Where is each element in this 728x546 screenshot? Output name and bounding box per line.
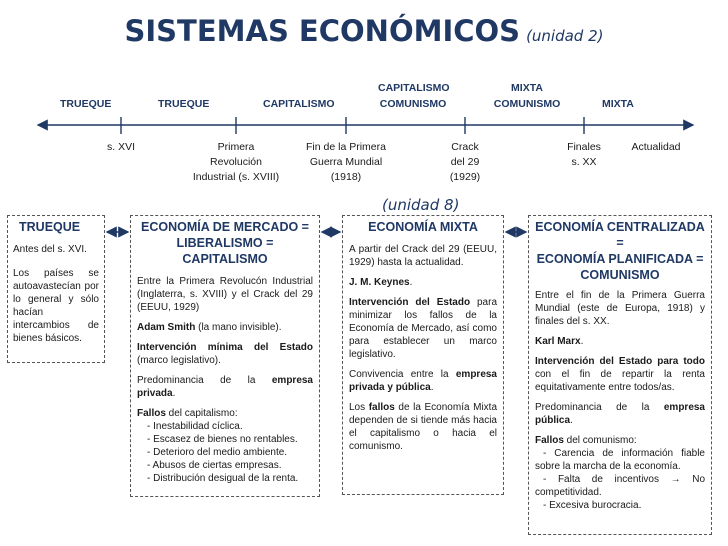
mercado-adam-smith: Adam Smith (la mano invisible). [137,322,282,333]
era-trueque-2: TRUEQUE [158,98,210,110]
box-centralizada-title: ECONOMÍA CENTRALIZADA = ECONOMÍA PLANIFICADA = COMUNISMO [535,220,705,282]
centralizada-fallo-item: - Excesiva burocracia. [543,500,642,511]
tick-label-actualidad: Actualidad [631,141,681,153]
connector-arrows [0,222,728,242]
mixta-fallos: Los fallos de la Economía Mixta dependen de si tiende más hacia el capitalismo o hacia el comunismo. [349,402,498,452]
tick-label-revolucion: Primera Revolución Industrial (s. XVIII) [192,141,280,183]
era-mixta-2: MIXTA [602,98,634,110]
centralizada-period: Entre el fin de la Primera Guerra Mundial (este de Europa, 1918) y finales del s. XX. [535,290,705,327]
centralizada-marx: Karl Marx. [535,336,584,347]
era-capitalismo-2: CAPITALISMO [378,82,450,94]
box-trueque-title: TRUEQUE [19,220,81,234]
tick-label-primera-guerra: Fin de la Primera Guerra Mundial (1918) [306,141,386,183]
mercado-intervencion: Intervención mínima del Estado (marco legislativo). [137,342,313,366]
era-trueque-1: TRUEQUE [60,98,112,110]
tick-label-crack-29: Crack del 29 (1929) [449,141,481,183]
page-title [0,14,728,48]
mercado-fallo-item: - Abusos de ciertas empresas. [147,460,282,471]
centralizada-fallos-heading: Fallos del comunismo: [535,435,637,446]
box-economia-mercado [130,215,320,497]
era-comunismo-2: COMUNISMO [493,98,561,110]
timeline-axis [0,112,728,142]
era-mixta-1: MIXTA [511,82,543,94]
centralizada-fallo-item: - Carencia de información fiable sobre la marcha de la economía. [535,448,705,472]
unit8-label: (unidad 8) [382,196,460,214]
mixta-keynes: J. M. Keynes. [349,277,413,288]
mercado-fallos-heading: Fallos del capitalismo: [137,408,238,419]
mercado-fallo-item: - Deterioro del medio ambiente. [147,447,288,458]
box-economia-mixta [342,215,504,495]
trueque-period: Antes del s. XVI. [13,244,87,255]
mercado-predominancia: Predominancia de la empresa privada. [137,375,313,399]
box-economia-centralizada [528,215,712,535]
mixta-period: A partir del Crack del 29 (EEUU, 1929) hasta la actualidad. [349,244,497,268]
centralizada-intervencion: Intervención del Estado para todo con el fin de repartir la renta equitativamente entre todos/as. [535,356,705,393]
mercado-fallo-item: - Inestabilidad cíclica. [147,421,243,432]
box-mercado-title: ECONOMÍA DE MERCADO = LIBERALISMO = CAPITALISMO [141,220,309,266]
title-unit: (unidad 2) [526,27,604,45]
era-comunismo-1: COMUNISMO [379,98,447,110]
centralizada-fallo-item: - Falta de incentivos → No competitividad. [535,474,705,498]
box-mixta-title: ECONOMÍA MIXTA [368,220,478,234]
mercado-period: Entre la Primera Revolucón Industrial (Inglaterra, s. XVIII) y el Crack del 29 (EEUU, 1929) [137,276,313,313]
mercado-fallo-item: - Escasez de bienes no rentables. [147,434,298,445]
era-capitalismo-1: CAPITALISMO [263,98,335,110]
title-main: SISTEMAS ECONÓMICOS [124,14,521,48]
mixta-intervencion: Intervención del Estado para minimizar los fallos de la Economía de Mercado, así como para establecer un marco legislativo. [349,297,498,360]
trueque-description: Los países se autoavastecían por lo general y sólo hacían intercambios de bienes básicos. [13,268,99,344]
tick-label-s-xvi: s. XVI [106,141,135,153]
tick-label-finales-xx: Finales s. XX [567,141,601,168]
mixta-convivencia: Convivencia entre la empresa privada y pública. [349,369,497,393]
centralizada-predominancia: Predominancia de la empresa pública. [535,402,705,426]
mercado-fallo-item: - Distribución desigual de la renta. [147,473,299,484]
